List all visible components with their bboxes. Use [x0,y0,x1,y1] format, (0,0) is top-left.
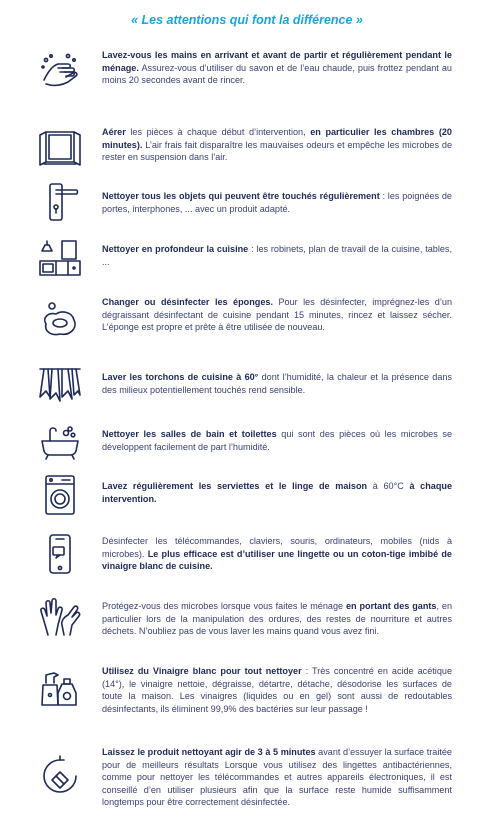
tip-text: Protégez-vous des microbes lorsque vous faites le ménage en portant des gants, en particulier lors de la manipulation des ordures, des restes de nourriture et autres déchets. N’oubliez pas de vous laver les mains quand vous avez fini. [102,601,453,637]
tip-text: Lavez régulièrement les serviettes et le linge de maison à 60°C à chaque intervention. [102,481,453,504]
bathtub-icon [38,419,82,463]
smartphone-icon [38,533,82,577]
washing-machine-icon [38,474,82,518]
towels-icon [38,363,82,407]
tip-text: Nettoyer tous les objets qui peuvent être touchés régulièrement : les poignées de portes, interphones, ... avec un produit adapté. [102,191,452,214]
tip-text: Aérer les pièces à chaque début d’intervention, en particulier les chambres (20 minutes). L’air frais fait disparaître les mauvaises odeurs et empêche les microbes de rester en suspension dans l’air. [102,127,452,163]
gloves-icon [38,595,82,639]
kitchen-icon [38,237,82,281]
tip-text: Nettoyer les salles de bain et toilettes qui sont des pièces où les microbes se développent facilement de part l’humidité. [102,429,452,452]
tip-text: Laissez le produit nettoyant agir de 3 à 5 minutes avant d’essuyer la surface traitée pour de meilleurs résultats Lorsque vous utilisez des lingettes antibactériennes, comme pour nettoyer les télécommandes et autres appareils électroniques, il est conseillé d’en utiliser plusieurs afin que la surface reste humide suffisamment longtemps pour être correctement désinfectée. [102,747,452,808]
tip-text: Utilisez du Vinaigre blanc pour tout nettoyer : Très concentré en acide acétique (14°), le vinaigre nettoie, dégraisse, détartre, détache, désodorise les surfaces de toute la maison. Les vinaigres (liquides ou en gel) sont aussi de redoutables désinfectants, ils éliminent 99,9% des bactéries sur leur passage ! [102,666,452,714]
tip-text: Lavez-vous les mains en arrivant et avant de partir et régulièrement pendant le ménage. Assurez-vous d’utiliser du savon et de l’eau chaude, puis frottez pendant au moins 20 secondes avant de rincer. [102,50,452,86]
window-icon [38,126,82,170]
door-handle-icon [38,180,82,224]
tip-text: Changer ou désinfecter les éponges. Pour les désinfecter, imprégnez-les d’un dégraissant désinfectant de cuisine pendant 15 minutes, rincez et laissez sécher. L’éponge est propre et prête à être utilisée de nouveau. [102,297,453,333]
tip-text: Désinfecter les télécommandes, claviers, souris, ordinateurs, mobiles (nids à microbes). Le plus efficace est d’utiliser une lingette ou un coton-tige imbibé de vinaigre blanc de cuisine. [102,536,452,572]
timer-icon [38,754,82,798]
cleaning-products-icon [38,665,82,709]
page-title: « Les attentions qui font la différence » [131,13,363,27]
tip-text: Laver les torchons de cuisine à 60° dont l’humidité, la chaleur et la présence dans des milieux potentiellement touchés rend sensible. [102,372,452,395]
hand-washing-icon [38,50,82,94]
sponge-icon [38,298,82,342]
tip-text: Nettoyer en profondeur la cuisine : les robinets, plan de travail de la cuisine, tables, ... [102,244,452,267]
